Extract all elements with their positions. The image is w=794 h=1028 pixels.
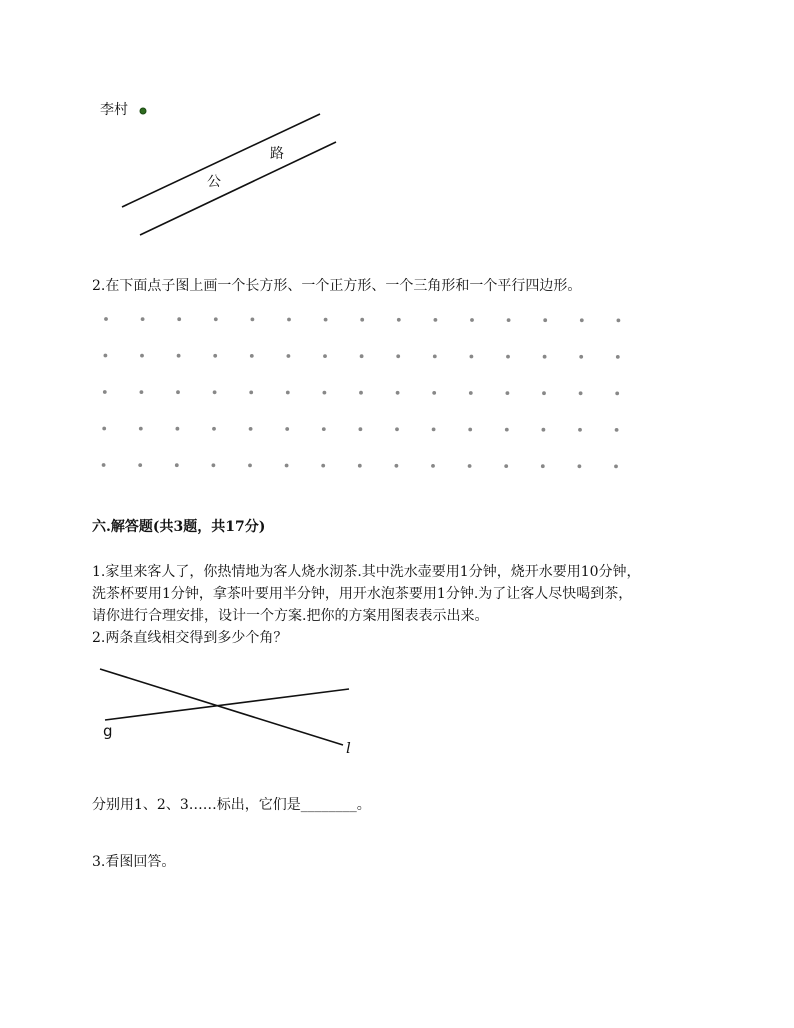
grid-dot (249, 427, 253, 431)
grid-dot (507, 318, 511, 322)
grid-dot (541, 464, 545, 468)
grid-dot (504, 464, 508, 468)
grid-dot (578, 464, 582, 468)
grid-dot (579, 355, 583, 359)
grid-dot (580, 318, 584, 322)
grid-dot (104, 317, 108, 321)
road-char-gong: 公 (207, 174, 221, 190)
q1-line-1: 1.家里来客人了，你热情地为客人烧水沏茶.其中洗水壶要用1分钟，烧开水要用10分钟， (92, 564, 641, 580)
q2-question: 2.两条直线相交得到多少个角？ (92, 630, 288, 646)
grid-dot (395, 464, 399, 468)
grid-dot (397, 318, 401, 322)
road-char-lu: 路 (270, 146, 284, 162)
grid-dot (470, 355, 474, 359)
grid-dot (358, 464, 362, 468)
grid-dot (323, 391, 327, 395)
grid-dot (249, 391, 253, 395)
q2-answer-prompt: 分别用1、2、3……标出，它们是________。 (92, 797, 371, 813)
grid-dot (214, 317, 218, 321)
grid-dot (248, 464, 252, 468)
grid-dot (323, 354, 327, 358)
q3-question: 3.看图回答。 (92, 854, 176, 870)
grid-dot (434, 318, 438, 322)
grid-dot (287, 318, 291, 322)
grid-dot (360, 354, 364, 358)
grid-dot (359, 391, 363, 395)
grid-dot (616, 355, 620, 359)
grid-dot (175, 463, 179, 467)
grid-dot (177, 354, 181, 358)
label-g: g (103, 722, 113, 740)
grid-dot (140, 354, 144, 358)
grid-dot (468, 464, 472, 468)
dot-grid (102, 317, 621, 468)
grid-dot (139, 427, 143, 431)
grid-dot (102, 427, 106, 431)
grid-dot (395, 427, 399, 431)
grid-dot (177, 317, 181, 321)
village-label: 李村 (100, 102, 128, 118)
q1-line-2: 洗茶杯要用1分钟，拿茶叶要用半分钟，用开水泡茶要用1分钟.为了让客人尽快喝到茶， (92, 586, 633, 602)
grid-dot (102, 463, 106, 467)
grid-dot (396, 391, 400, 395)
grid-dot (286, 391, 290, 395)
grid-dot (543, 355, 547, 359)
road-upper-line (122, 114, 320, 207)
grid-dot (360, 318, 364, 322)
grid-dot (542, 391, 546, 395)
grid-dot (251, 318, 255, 322)
grid-dot (617, 319, 621, 323)
grid-dot (324, 318, 328, 322)
grid-dot (322, 427, 326, 431)
grid-dot (506, 355, 510, 359)
grid-dot (103, 390, 107, 394)
label-l: l (346, 739, 351, 757)
grid-dot (212, 463, 216, 467)
grid-dot (468, 428, 472, 432)
grid-dot (176, 427, 180, 431)
grid-dot (141, 317, 145, 321)
grid-dot (285, 427, 289, 431)
grid-dot (250, 354, 254, 358)
grid-dot (176, 390, 180, 394)
grid-dot (213, 390, 217, 394)
grid-dot (104, 354, 108, 358)
grid-dot (432, 428, 436, 432)
grid-dot (213, 354, 217, 358)
grid-dot (543, 318, 547, 322)
grid-dot (542, 428, 546, 432)
grid-dot (615, 392, 619, 396)
road-lower-line (140, 142, 336, 235)
grid-dot (432, 391, 436, 395)
section-heading: 六.解答题(共3题，共17分) (92, 519, 266, 535)
grid-dot (506, 391, 510, 395)
grid-dot (431, 464, 435, 468)
village-dot (140, 108, 146, 114)
grid-dot (285, 464, 289, 468)
grid-dot (287, 354, 291, 358)
grid-dot (470, 318, 474, 322)
grid-dot (614, 465, 618, 469)
question-dot-paper: 2.在下面点子图上画一个长方形、一个正方形、一个三角形和一个平行四边形。 (92, 278, 582, 294)
grid-dot (321, 464, 325, 468)
grid-dot (615, 428, 619, 432)
grid-dot (396, 354, 400, 358)
line-g (105, 689, 349, 720)
grid-dot (138, 463, 142, 467)
grid-dot (469, 391, 473, 395)
grid-dot (578, 428, 582, 432)
line-l (100, 669, 343, 745)
grid-dot (505, 428, 509, 432)
grid-dot (212, 427, 216, 431)
grid-dot (140, 390, 144, 394)
grid-dot (359, 427, 363, 431)
q1-line-3: 请你进行合理安排，设计一个方案.把你的方案用图表表示出来。 (92, 608, 489, 624)
grid-dot (433, 355, 437, 359)
grid-dot (579, 391, 583, 395)
